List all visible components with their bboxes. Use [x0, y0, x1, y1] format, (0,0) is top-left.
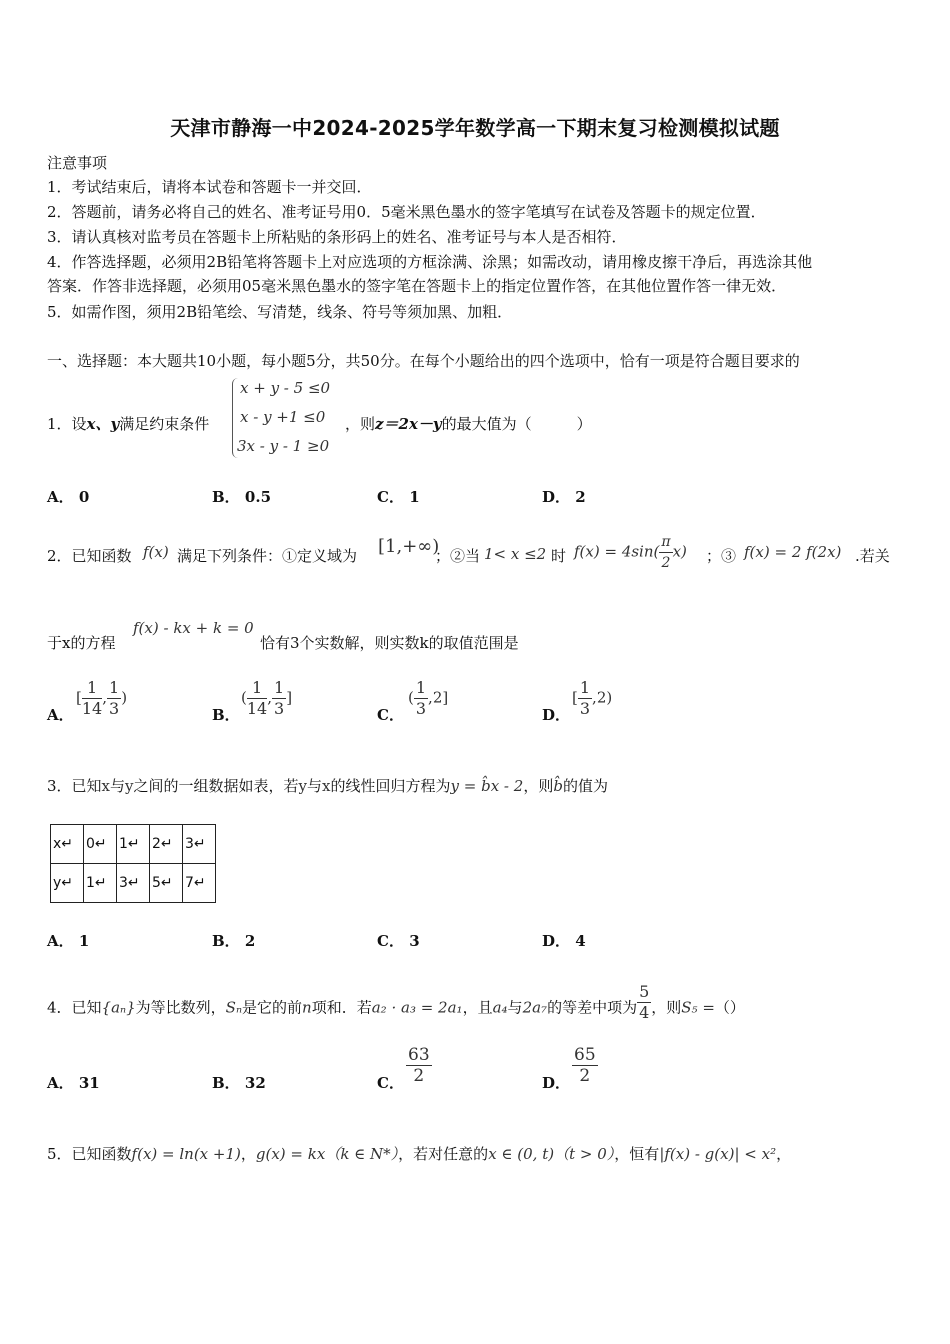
q4-frac-num: 5	[639, 982, 650, 1001]
q1-option-a[interactable]: A． 0	[47, 488, 90, 506]
q3-option-a[interactable]: A． 1	[47, 932, 90, 950]
table-cell: 2↵	[150, 825, 183, 864]
notes-heading: 注意事项	[47, 154, 108, 172]
q1-option-c[interactable]: C． 1	[377, 488, 420, 506]
q3-option-b[interactable]: B． 2	[212, 932, 256, 950]
q2-text: .若关	[855, 547, 890, 565]
q3-data-table	[50, 824, 216, 903]
table-cell: 3↵	[183, 825, 216, 864]
q1-stem: 1．设x、y满足约束条件	[47, 415, 210, 433]
section-heading: 一、选择题：本大题共10小题，每小题5分，共50分。在每个小题给出的四个选项中，恰有一项是符合题目要求的	[47, 352, 800, 370]
q1-option-d[interactable]: D． 2	[542, 488, 586, 506]
q2-text: ；②当	[435, 547, 481, 565]
q4-frac-den: 4	[639, 1003, 650, 1022]
table-row	[51, 864, 216, 903]
note-item: 1．考试结束后，请将本试卷和答题卡一并交回．	[47, 178, 372, 196]
q2-text: 时	[551, 547, 567, 565]
q2-two: 2	[661, 555, 671, 571]
q4-option-d[interactable]: $\frac{65}{2}$	[574, 1045, 596, 1086]
q2-eq2: f(x) = 2 f(2x)	[744, 543, 842, 561]
note-item: 2．答题前，请务必将自己的姓名、准考证号用0．5毫米黑色墨水的签字笔填写在试卷及答题卡的规定位置．	[47, 203, 766, 221]
q2-option-b-label: B．	[212, 706, 240, 724]
table-cell: 0↵	[84, 825, 117, 864]
note-item: 4．作答选择题，必须用2B铅笔将答题卡上对应选项的方框涂满、涂黑；如需改动，请用橡皮擦干净后，再选涂其他	[47, 253, 813, 271]
table-cell: 3↵	[117, 864, 150, 903]
q1-constraint: x - y +1 ≤0	[240, 408, 326, 426]
q1-tail: ，则z＝2x－y的最大值为（ ）	[345, 415, 592, 433]
table-cell: 5↵	[150, 864, 183, 903]
q3-option-d[interactable]: D． 4	[542, 932, 586, 950]
q2-domain: [1,+∞)	[378, 536, 440, 557]
q2-eq3: f(x) - kx + k = 0	[133, 619, 254, 637]
table-cell: 1↵	[84, 864, 117, 903]
table-cell: x↵	[51, 825, 84, 864]
q2-line2: 于x的方程	[47, 634, 116, 652]
q2-option-c[interactable]: ( $\frac{1}{3}$ ,2]	[408, 678, 449, 718]
table-cell: 7↵	[183, 864, 216, 903]
q3-stem: 3．已知x与y之间的一组数据如表，若y与x的线性回归方程为y = b̂x - 2，则b̂的值为	[47, 777, 608, 795]
q3-option-c[interactable]: C． 3	[377, 932, 420, 950]
q4-option-a[interactable]: A． 31	[47, 1074, 100, 1092]
q1-option-b[interactable]: B． 0.5	[212, 488, 272, 506]
q2-eq1: f(x) = 4sin( $\frac{\pi}{2}$ x)	[574, 534, 687, 571]
q2-option-a-label: A．	[47, 706, 74, 724]
q2-fx: f(x)	[143, 543, 169, 561]
q4-option-b[interactable]: B． 32	[212, 1074, 266, 1092]
q2-option-a[interactable]: [ $\frac{1}{14}$ , $\frac{1}{3}$ )	[76, 678, 128, 718]
note-item: 3．请认真核对监考员在答题卡上所粘贴的条形码上的姓名、准考证号与本人是否相符．	[47, 228, 627, 246]
q4-option-c[interactable]: $\frac{63}{2}$	[408, 1045, 430, 1086]
q2-line2: 恰有3个实数解，则实数k的取值范围是	[260, 634, 519, 652]
q2-option-b[interactable]: ( $\frac{1}{14}$ , $\frac{1}{3}$ ]	[241, 678, 293, 718]
q2-cond: 1< x ≤2	[484, 545, 547, 563]
page-title: 天津市静海一中2024-2025学年数学高一下期末复习检测模拟试题	[170, 116, 780, 140]
note-item: 答案．作答非选择题，必须用05毫米黑色墨水的签字笔在答题卡上的指定位置作答，在其他位置作答一律无效．	[47, 277, 787, 295]
note-item: 5．如需作图，须用2B铅笔绘、写清楚，线条、符号等须加黑、加粗．	[47, 303, 513, 321]
q4-stem: 4．已知{aₙ}为等比数列，Sₙ是它的前n项和．若a₂ · a₃ = 2a₁，且a₄与2a₇的等差中项为 $\frac{5}{4}$ ，则S₅ =（）	[47, 982, 745, 1022]
q2-pi: π	[659, 532, 672, 553]
q2-prefix: 2．已知函数	[47, 547, 132, 565]
q2-text: ；③	[706, 547, 737, 565]
q2-text: 满足下列条件：①定义域为	[177, 547, 358, 565]
q2-option-d-label: D．	[542, 706, 571, 724]
table-row	[51, 825, 216, 864]
q1-constraint: x + y - 5 ≤0	[240, 379, 331, 397]
q4-option-c-label: C．	[377, 1074, 404, 1092]
q4-option-d-label: D．	[542, 1074, 571, 1092]
q5-stem: 5．已知函数f(x) = ln(x +1)，g(x) = kx（k ∈ N*），若对任意的x ∈ (0, t)（t > 0），恒有|f(x) - g(x)| < x²，	[47, 1145, 792, 1163]
table-cell: y↵	[51, 864, 84, 903]
q1-constraint: 3x - y - 1 ≥0	[237, 437, 330, 455]
q2-option-c-label: C．	[377, 706, 404, 724]
q2-option-d[interactable]: [ $\frac{1}{3}$ ,2)	[572, 678, 613, 718]
table-cell: 1↵	[117, 825, 150, 864]
